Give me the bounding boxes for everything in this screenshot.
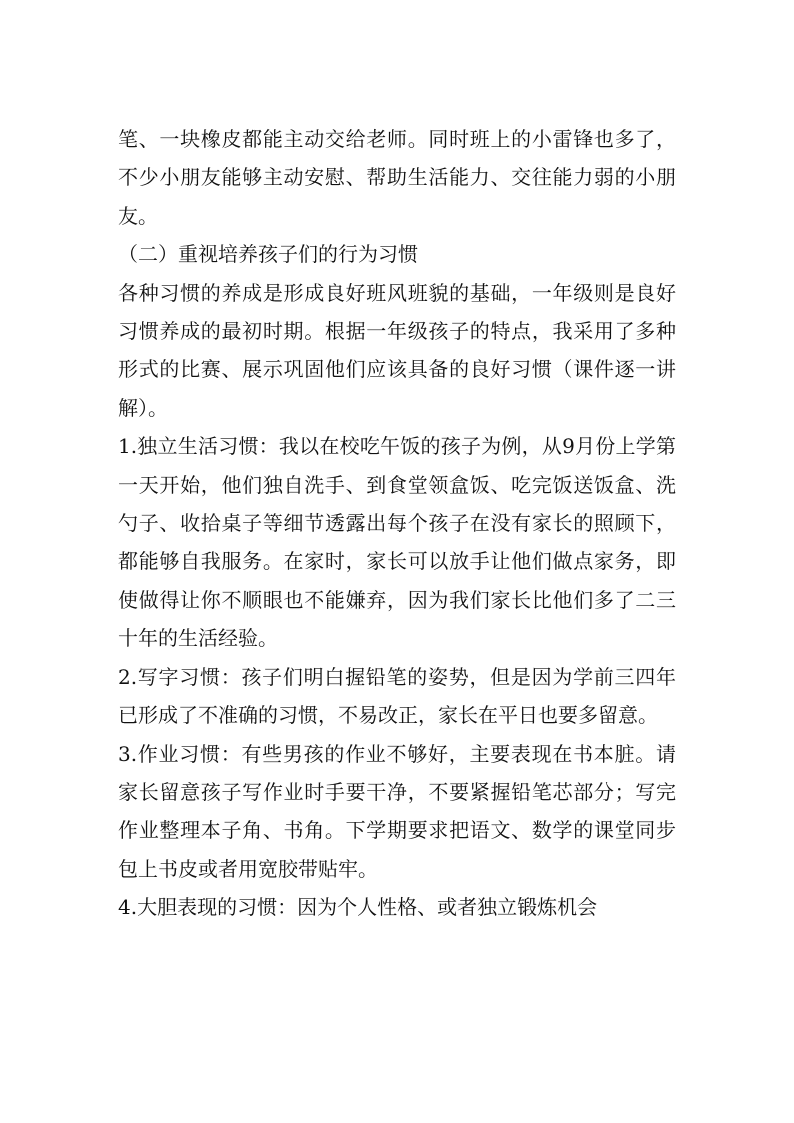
list-item-independent-living: 1.独立生活习惯：我以在校吃午饭的孩子为例，从9月份上学第一天开始，他们独自洗手、到食堂领盒饭、吃完饭送饭盒、洗勺子、收拾桌子等细节透露出每个孩子在没有家长的照顾下，都能够自我服务。在家时，家长可以放手让他们做点家务，即使做得让你不顺眼也不能嫌弃，因为我们家长比他们多了二三十年的生活经验。 [118, 434, 676, 651]
paragraph-continuation: 笔、一块橡皮都能主动交给老师。同时班上的小雷锋也多了，不少小朋友能够主动安慰、帮助生活能力、交往能力弱的小朋友。 [118, 127, 676, 228]
list-item-writing-habit: 2.写字习惯：孩子们明白握铅笔的姿势，但是因为学前三四年已形成了不准确的习惯，不易改正，家长在平日也要多留意。 [118, 664, 676, 728]
document-body [118, 120, 676, 927]
section-heading: （二）重视培养孩子们的行为习惯 [118, 242, 418, 267]
paragraph-intro: 各种习惯的养成是形成良好班风班貌的基础，一年级则是良好习惯养成的最初时期。根据一年级孩子的特点，我采用了多种形式的比赛、展示巩固他们应该具备的良好习惯（课件逐一讲解）。 [118, 280, 676, 420]
list-item-homework-habit: 3.作业习惯：有些男孩的作业不够好，主要表现在书本脏。请家长留意孩子写作业时手要干净，不要紧握铅笔芯部分；写完作业整理本子角、书角。下学期要求把语文、数学的课堂同步包上书皮或者用宽胶带贴牢。 [118, 741, 676, 881]
list-item-bold-expression: 4.大胆表现的习惯：因为个人性格、或者独立锻炼机会 [118, 895, 598, 920]
